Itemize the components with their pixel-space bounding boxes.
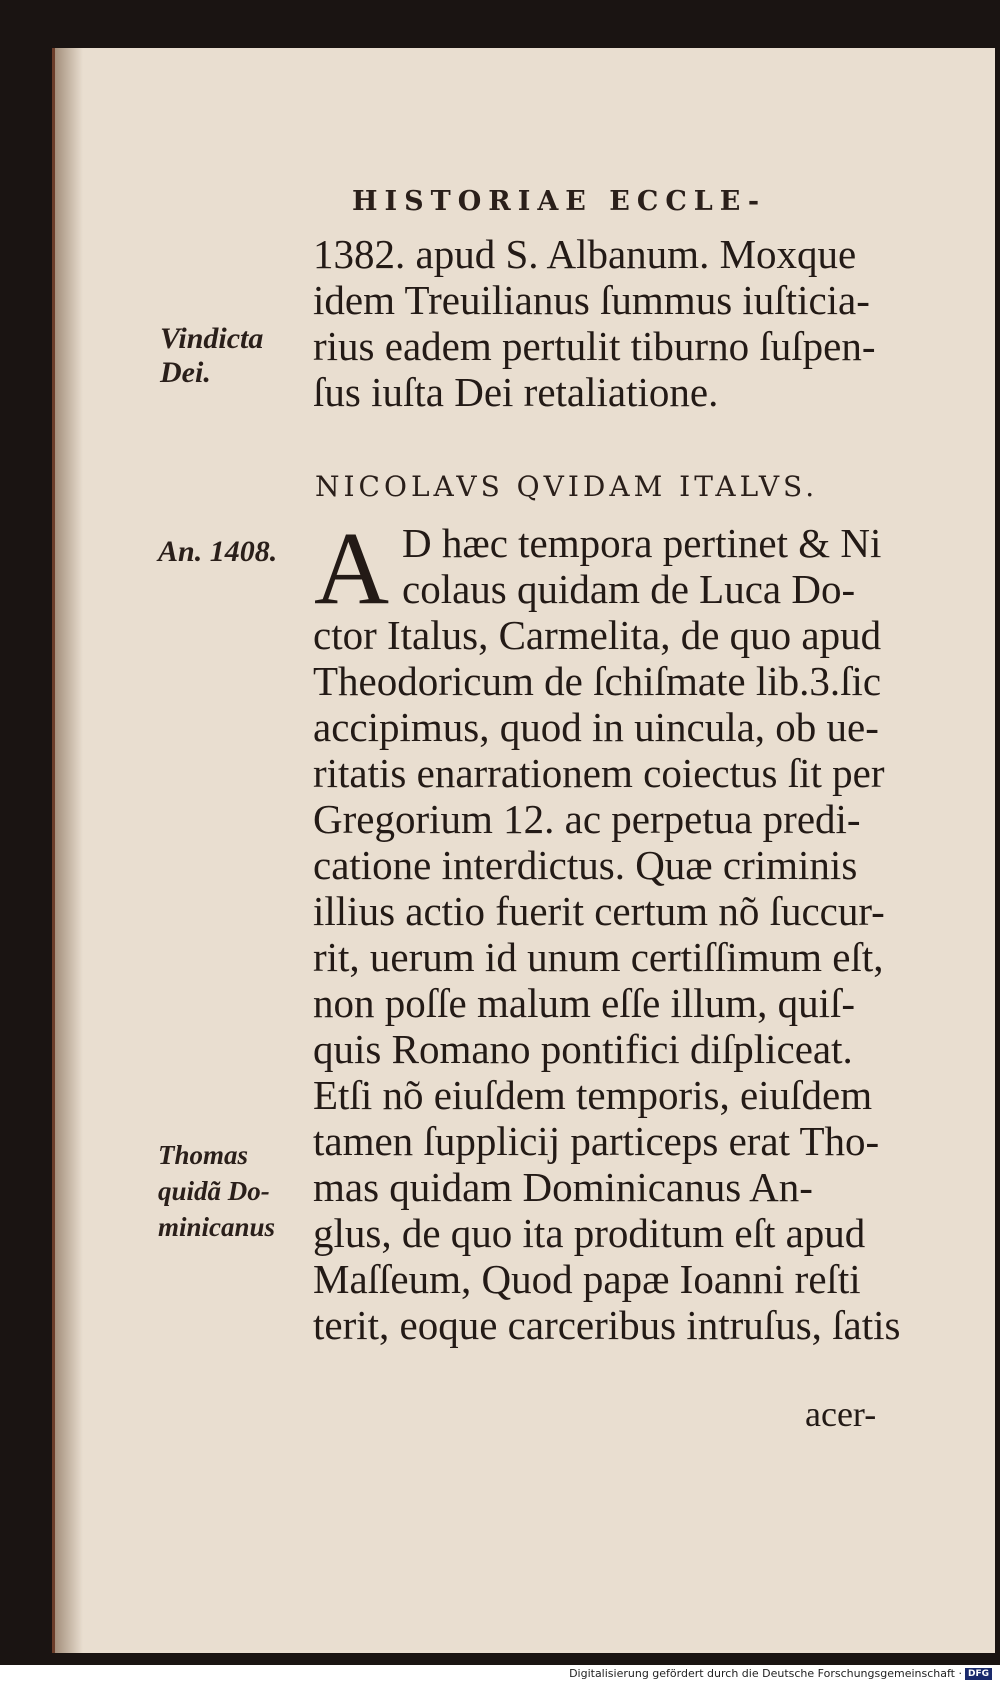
marginal-note-line: quidã Do-	[158, 1176, 270, 1206]
drop-cap: A	[314, 511, 390, 626]
text-line: terit, eoque carceribus intruſus, ſatis	[313, 1302, 901, 1348]
text-line: non poſſe malum eſſe illum, quiſ-	[313, 980, 856, 1026]
dfg-logo: DFG	[965, 1668, 992, 1680]
text-line: colaus quidam de Luca Do-	[402, 566, 856, 612]
text-line: rit, uerum id unum certiſſimum eſt,	[313, 934, 884, 980]
marginal-note-year	[158, 535, 277, 569]
text-line: Gregorium 12. ac perpetua predi-	[313, 796, 861, 842]
text-line: mas quidam Dominicanus An-	[313, 1164, 813, 1210]
catchword: acer-	[805, 1394, 877, 1434]
text-line: Theodoricum de ſchiſmate lib.3.ſic	[313, 658, 882, 704]
text-line: idem Treuilianus ſummus iuſticia-	[313, 277, 870, 323]
text-line: illius actio fuerit certum nõ ſuccur-	[313, 888, 885, 934]
text-line: ctor Italus, Carmelita, de quo apud	[313, 612, 882, 658]
text-line: catione interdictus. Quæ criminis	[313, 842, 858, 888]
text-line: quis Romano pontifici diſpliceat.	[313, 1026, 853, 1072]
text-line: Etſi nõ eiuſdem temporis, eiuſdem	[313, 1072, 873, 1118]
text-line: accipimus, quod in uincula, ob ue-	[313, 704, 879, 750]
marginal-note	[158, 1137, 275, 1245]
marginal-note-line: An. 1408.	[158, 535, 278, 568]
marginal-note-line: Vindicta	[160, 322, 264, 355]
text-line: glus, de quo ita proditum eſt apud	[313, 1210, 866, 1256]
marginal-note-line: Dei.	[160, 356, 211, 389]
text-line: Maſſeum, Quod papæ Ioanni reſti	[313, 1256, 861, 1302]
marginal-note-line: minicanus	[158, 1212, 276, 1242]
running-header: HISTORIAE ECCLE-	[352, 186, 767, 217]
credit-text: Digitalisierung gefördert durch die Deutsche Forschungsgemeinschaft ·	[569, 1667, 962, 1680]
text-line: rius eadem pertulit tiburno ſuſpen-	[313, 323, 876, 369]
page-spine-shadow	[55, 48, 83, 1653]
text-line: ritatis enarrationem coiectus ſit per	[313, 750, 885, 796]
text-line: ſus iuſta Dei retaliatione.	[313, 369, 719, 415]
section-heading: NICOLAVS QVIDAM ITALVS.	[315, 470, 819, 503]
text-line: tamen ſupplicij particeps erat Tho-	[313, 1118, 880, 1164]
marginal-note	[160, 322, 263, 390]
marginal-note-line: Thomas	[158, 1140, 249, 1170]
text-line: 1382. apud S. Albanum. Moxque	[313, 231, 857, 277]
text-line: D hæc tempora pertinet & Ni	[402, 520, 882, 566]
digitization-credit	[569, 1667, 992, 1680]
